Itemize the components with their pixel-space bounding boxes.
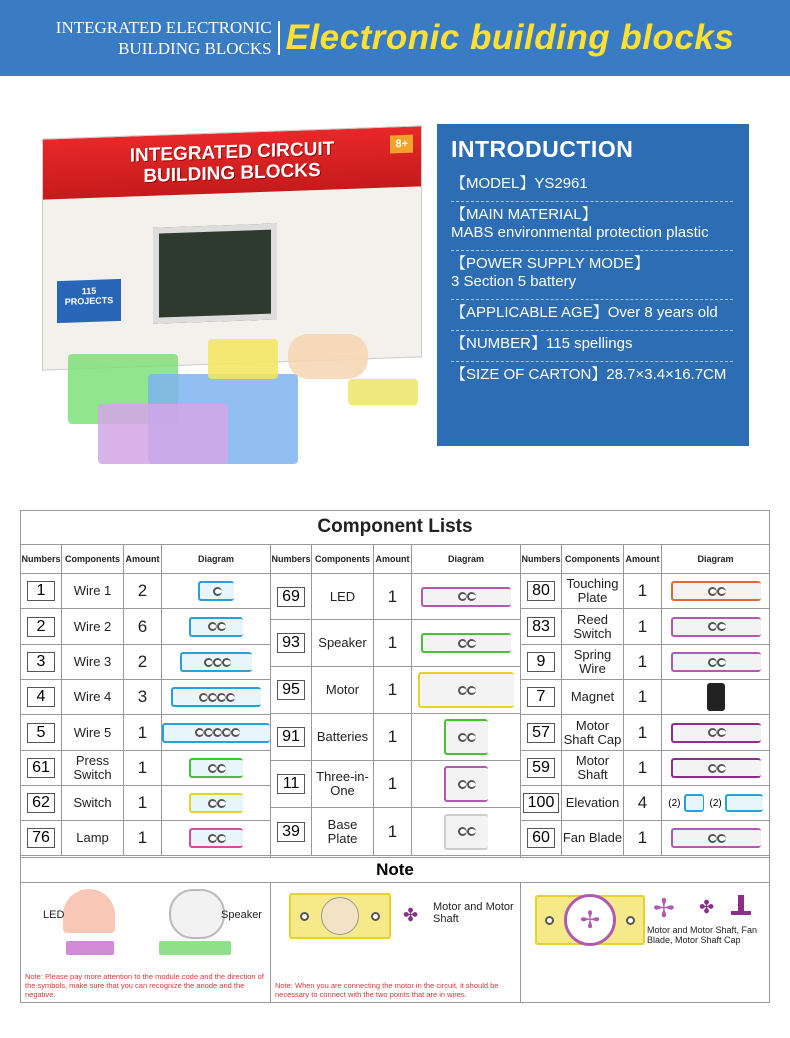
component-amount: 1 xyxy=(624,821,662,855)
yellow-block xyxy=(208,339,278,379)
component-number-cell xyxy=(21,645,62,679)
component-name: Reed Switch xyxy=(562,609,624,644)
component-row xyxy=(521,609,769,645)
connector-dot xyxy=(213,587,222,596)
component-row xyxy=(21,609,270,645)
fan-blade-icon: ✢ xyxy=(564,894,616,946)
component-diagram xyxy=(189,617,243,637)
component-amount: 1 xyxy=(624,680,662,714)
connector-dot xyxy=(717,834,726,843)
component-amount: 1 xyxy=(124,715,162,750)
purple-block xyxy=(98,404,228,464)
component-row xyxy=(271,574,520,620)
connector-dot xyxy=(708,834,717,843)
component-name: Motor Shaft Cap xyxy=(562,715,624,750)
banner-subtitle-line1: INTEGRATED ELECTRONIC xyxy=(55,18,272,37)
component-diagram-cell xyxy=(162,751,270,785)
component-name: Lamp xyxy=(62,821,124,855)
component-diagram xyxy=(444,719,488,755)
component-row xyxy=(21,751,270,786)
connector-dot xyxy=(458,827,467,836)
fan-assembly-graphic xyxy=(535,895,645,945)
connector-dot xyxy=(208,764,217,773)
component-row xyxy=(21,715,270,751)
component-name: Fan Blade xyxy=(562,821,624,855)
component-number-cell xyxy=(521,821,562,855)
connector-dot xyxy=(208,799,217,808)
intro-material: 【MAIN MATERIAL】 MABS environmental protection plastic xyxy=(451,202,733,251)
component-number-cell xyxy=(21,680,62,714)
table-header-row xyxy=(271,545,520,574)
note-title: Note xyxy=(21,857,769,883)
component-name: Motor Shaft xyxy=(562,751,624,785)
connector-dot xyxy=(708,658,717,667)
component-number-cell xyxy=(521,574,562,608)
component-row xyxy=(521,715,769,751)
connector-dot xyxy=(231,728,240,737)
component-number: 1 xyxy=(27,581,55,601)
connector-dot xyxy=(467,639,476,648)
connector-dot xyxy=(217,764,226,773)
led-module-graphic xyxy=(66,941,114,955)
component-diagram-cell xyxy=(162,715,270,750)
connector-dot xyxy=(467,780,476,789)
component-number: 7 xyxy=(527,687,555,707)
elevation-count-label: (2) xyxy=(668,797,681,809)
connector-dot xyxy=(458,592,467,601)
column-header-numbers: Numbers xyxy=(271,545,312,573)
component-diagram-cell xyxy=(662,645,769,679)
connector-dot xyxy=(217,834,226,843)
component-diagram-cell xyxy=(412,714,520,760)
connector-dot xyxy=(199,693,208,702)
component-diagram-cell xyxy=(162,609,270,644)
component-diagram xyxy=(189,758,243,778)
component-number: 62 xyxy=(27,793,55,813)
component-amount: 1 xyxy=(374,620,412,666)
component-number-cell xyxy=(521,680,562,714)
banner-subtitle-line2: BUILDING BLOCKS xyxy=(118,39,272,58)
component-name: Spring Wire xyxy=(562,645,624,679)
component-name: LED xyxy=(312,574,374,619)
connector-dot xyxy=(467,592,476,601)
component-row xyxy=(521,574,769,609)
shaft-cap-icon xyxy=(731,895,751,915)
connector-dot xyxy=(626,916,635,925)
component-column-1 xyxy=(21,545,271,857)
connector-dot xyxy=(226,693,235,702)
connector-dot xyxy=(708,587,717,596)
component-number-cell xyxy=(271,714,312,760)
component-number-cell xyxy=(21,786,62,820)
connector-dot xyxy=(708,764,717,773)
component-diagram-cell xyxy=(162,574,270,608)
intro-number: 【NUMBER】115 spellings xyxy=(451,331,733,362)
component-number: 69 xyxy=(277,587,305,607)
component-number-cell xyxy=(521,645,562,679)
connector-dot xyxy=(222,728,231,737)
connector-dot xyxy=(467,827,476,836)
component-row xyxy=(21,645,270,680)
component-number: 11 xyxy=(277,774,305,794)
connector-dot xyxy=(717,587,726,596)
note-section xyxy=(21,857,769,1003)
component-number: 83 xyxy=(527,617,555,637)
component-number-cell xyxy=(21,715,62,750)
connector-dot xyxy=(300,912,309,921)
assembled-blocks xyxy=(58,334,428,474)
box-title-line1: INTEGRATED CIRCUIT xyxy=(129,138,335,167)
component-amount: 1 xyxy=(624,574,662,608)
intro-carton-size: 【SIZE OF CARTON】28.7×3.4×16.7CM xyxy=(451,366,727,383)
component-number-cell xyxy=(521,609,562,644)
component-name: Motor xyxy=(312,667,374,713)
component-number-cell xyxy=(21,574,62,608)
component-number-cell xyxy=(271,667,312,713)
column-header-amount: Amount xyxy=(374,545,412,573)
circuit-screen-graphic xyxy=(153,223,277,323)
fan-blade-small-icon: ✢ xyxy=(653,893,675,923)
connector-dot xyxy=(204,728,213,737)
note-warning-2: Note: When you are connecting the motor in the circuit, it should be necessary to connect with the two points that are in wires. xyxy=(275,981,499,999)
component-diagram xyxy=(707,683,725,711)
component-amount: 1 xyxy=(374,761,412,807)
component-diagram xyxy=(418,672,514,708)
component-number: 5 xyxy=(27,723,55,743)
box-title-line2: BUILDING BLOCKS xyxy=(143,159,321,188)
introduction-heading: INTRODUCTION xyxy=(451,136,634,162)
column-header-amount: Amount xyxy=(624,545,662,573)
component-diagram xyxy=(180,652,252,672)
speaker-grille-graphic xyxy=(169,889,225,939)
connector-dot xyxy=(371,912,380,921)
connector-dot xyxy=(213,728,222,737)
component-number: 2 xyxy=(27,617,55,637)
product-image xyxy=(38,124,438,484)
connector-dot xyxy=(708,728,717,737)
led-label: LED xyxy=(43,909,65,921)
age-badge: 8+ xyxy=(390,135,413,154)
connector-dot xyxy=(708,622,717,631)
component-amount: 1 xyxy=(374,667,412,713)
intro-age: 【APPLICABLE AGE】Over 8 years old xyxy=(451,300,733,331)
component-name: Speaker xyxy=(312,620,374,666)
component-diagram-cell xyxy=(412,667,520,713)
connector-dot xyxy=(467,686,476,695)
component-name: Switch xyxy=(62,786,124,820)
column-header-amount: Amount xyxy=(124,545,162,573)
component-number-cell xyxy=(521,751,562,785)
component-diagram xyxy=(162,723,270,743)
component-number-cell xyxy=(21,821,62,855)
component-amount: 1 xyxy=(624,715,662,750)
component-number-cell xyxy=(271,620,312,666)
component-amount: 1 xyxy=(624,645,662,679)
component-name: Wire 3 xyxy=(62,645,124,679)
component-number: 9 xyxy=(527,652,555,672)
connector-dot xyxy=(217,622,226,631)
component-number: 39 xyxy=(277,822,305,842)
connector-dot xyxy=(213,658,222,667)
component-name: Elevation xyxy=(562,786,624,820)
motor-shaft-small-icon: ✤ xyxy=(699,897,715,917)
component-diagram xyxy=(189,793,243,813)
connector-dot xyxy=(458,639,467,648)
component-column-2 xyxy=(271,545,521,857)
motor-circle-graphic xyxy=(321,897,359,935)
component-name: Wire 5 xyxy=(62,715,124,750)
heart-led-graphic xyxy=(63,889,115,933)
projects-badge: 115 PROJECTS xyxy=(57,279,121,323)
component-diagram-cell xyxy=(412,620,520,666)
component-amount: 1 xyxy=(374,808,412,855)
component-diagram-cell xyxy=(162,645,270,679)
component-number: 93 xyxy=(277,633,305,653)
component-amount: 3 xyxy=(124,680,162,714)
component-diagram-cell xyxy=(412,808,520,855)
column-header-numbers: Numbers xyxy=(21,545,62,573)
component-diagram xyxy=(671,652,761,672)
component-number: 3 xyxy=(27,652,55,672)
component-name: Press Switch xyxy=(62,751,124,785)
banner-divider xyxy=(278,21,280,55)
component-number: 4 xyxy=(27,687,55,707)
banner-subtitle xyxy=(56,17,278,59)
component-amount: 1 xyxy=(374,714,412,760)
component-row xyxy=(271,714,520,761)
component-name: Wire 2 xyxy=(62,609,124,644)
component-diagram-cell xyxy=(662,751,769,785)
component-row xyxy=(21,574,270,609)
table-header-row xyxy=(21,545,270,574)
component-diagram xyxy=(671,617,761,637)
component-list-title: Component Lists xyxy=(21,511,769,545)
component-diagram xyxy=(671,581,761,601)
component-amount: 1 xyxy=(124,821,162,855)
component-diagram xyxy=(421,633,511,653)
column-header-diagram: Diagram xyxy=(447,554,484,564)
component-number: 80 xyxy=(527,581,555,601)
component-name: Batteries xyxy=(312,714,374,760)
component-diagram xyxy=(671,758,761,778)
component-row xyxy=(21,821,270,856)
component-number-cell xyxy=(271,574,312,619)
component-number-cell xyxy=(271,761,312,807)
component-diagram-cell xyxy=(412,574,520,619)
component-amount: 1 xyxy=(124,751,162,785)
component-amount: 2 xyxy=(124,574,162,608)
component-amount: 1 xyxy=(124,786,162,820)
connector-dot xyxy=(195,728,204,737)
note-warning-1: Note: Please pay more attention to the module code and the direction of the symbols, make sure that you can recognize the anode and the negative. xyxy=(25,972,264,999)
component-row xyxy=(271,667,520,714)
note-panel-led-speaker xyxy=(21,883,271,1003)
connector-dot xyxy=(717,622,726,631)
elevation-single-diagram xyxy=(684,794,704,812)
component-column-3 xyxy=(521,545,769,857)
connector-dot xyxy=(458,733,467,742)
component-number: 60 xyxy=(527,828,555,848)
component-diagram xyxy=(171,687,261,707)
component-diagram-cell xyxy=(662,680,769,714)
component-name: Wire 1 xyxy=(62,574,124,608)
speaker-module-graphic xyxy=(159,941,231,955)
component-diagram xyxy=(444,766,488,802)
table-header-row xyxy=(521,545,769,574)
intro-power: 【POWER SUPPLY MODE】 3 Section 5 battery xyxy=(451,251,733,300)
motor-shaft-icon: ✤ xyxy=(403,905,419,925)
component-amount: 4 xyxy=(624,786,662,820)
connector-dot xyxy=(545,916,554,925)
box-title-band xyxy=(43,126,421,199)
column-header-components: Components xyxy=(562,545,624,573)
component-row xyxy=(271,761,520,808)
elevation-double-diagram xyxy=(725,794,763,812)
component-row xyxy=(521,680,769,715)
component-number: 91 xyxy=(277,727,305,747)
motor-shaft-label: Motor and Motor Shaft xyxy=(433,901,514,925)
component-diagram-cell xyxy=(162,786,270,820)
connector-dot xyxy=(222,658,231,667)
connector-dot xyxy=(467,733,476,742)
speaker-label: Speaker xyxy=(221,909,262,921)
connector-dot xyxy=(204,658,213,667)
banner-title: Electronic building blocks xyxy=(285,18,735,57)
elevation-count-label: (2) xyxy=(709,797,722,809)
component-diagram-cell xyxy=(662,715,769,750)
component-diagram xyxy=(189,828,243,848)
component-diagram-cell xyxy=(662,821,769,855)
connector-dot xyxy=(208,834,217,843)
component-diagram-cell xyxy=(662,786,769,820)
component-diagram-cell xyxy=(662,574,769,608)
column-header-numbers: Numbers xyxy=(521,545,562,573)
connector-dot xyxy=(458,780,467,789)
component-number-cell xyxy=(21,609,62,644)
component-number: 100 xyxy=(523,793,560,813)
component-amount: 1 xyxy=(624,609,662,644)
component-row xyxy=(271,620,520,667)
component-row xyxy=(21,680,270,715)
component-list-table xyxy=(20,510,770,1003)
component-name: Touching Plate xyxy=(562,574,624,608)
component-diagram-cell xyxy=(162,680,270,714)
component-diagram-cell xyxy=(412,761,520,807)
component-amount: 2 xyxy=(124,645,162,679)
component-number-cell xyxy=(521,715,562,750)
component-row xyxy=(521,751,769,786)
component-number: 95 xyxy=(277,680,305,700)
component-row xyxy=(521,821,769,856)
component-row xyxy=(521,786,769,821)
motor-module-graphic xyxy=(289,893,391,939)
column-header-components: Components xyxy=(62,545,124,573)
component-diagram xyxy=(198,581,234,601)
connector-dot xyxy=(217,799,226,808)
connector-dot xyxy=(217,693,226,702)
component-diagram xyxy=(421,587,511,607)
connector-dot xyxy=(208,622,217,631)
intro-model: 【MODEL】YS2961 xyxy=(451,171,733,202)
column-header-diagram: Diagram xyxy=(197,554,234,564)
component-name: Base Plate xyxy=(312,808,374,855)
connector-dot xyxy=(717,728,726,737)
component-amount: 1 xyxy=(624,751,662,785)
connector-dot xyxy=(458,686,467,695)
component-diagram xyxy=(671,828,761,848)
yellow-module xyxy=(348,379,418,405)
note-panel-fan xyxy=(521,883,769,1003)
connector-dot xyxy=(717,658,726,667)
component-number-cell xyxy=(21,751,62,785)
component-number-cell xyxy=(521,786,562,820)
component-number: 61 xyxy=(27,758,55,778)
column-header-components: Components xyxy=(312,545,374,573)
component-amount: 1 xyxy=(374,574,412,619)
introduction-panel xyxy=(437,124,749,446)
component-diagram xyxy=(671,723,761,743)
component-name: Wire 4 xyxy=(62,680,124,714)
connector-dot xyxy=(208,693,217,702)
connector-dot xyxy=(717,764,726,773)
note-panel-motor xyxy=(271,883,521,1003)
component-diagram-cell xyxy=(162,821,270,855)
column-header-diagram: Diagram xyxy=(697,554,734,564)
cream-block xyxy=(288,334,368,379)
component-row xyxy=(521,645,769,680)
component-number: 76 xyxy=(27,828,55,848)
component-number-cell xyxy=(271,808,312,855)
component-row xyxy=(21,786,270,821)
component-number: 57 xyxy=(527,723,555,743)
component-name: Three-in-One xyxy=(312,761,374,807)
component-name: Magnet xyxy=(562,680,624,714)
header-banner xyxy=(0,0,790,76)
component-amount: 6 xyxy=(124,609,162,644)
component-diagram xyxy=(444,814,488,850)
component-diagram-cell xyxy=(662,609,769,644)
component-number: 59 xyxy=(527,758,555,778)
fan-assembly-label: Motor and Motor Shaft, Fan Blade, Motor Shaft Cap xyxy=(647,925,758,945)
component-row xyxy=(271,808,520,856)
